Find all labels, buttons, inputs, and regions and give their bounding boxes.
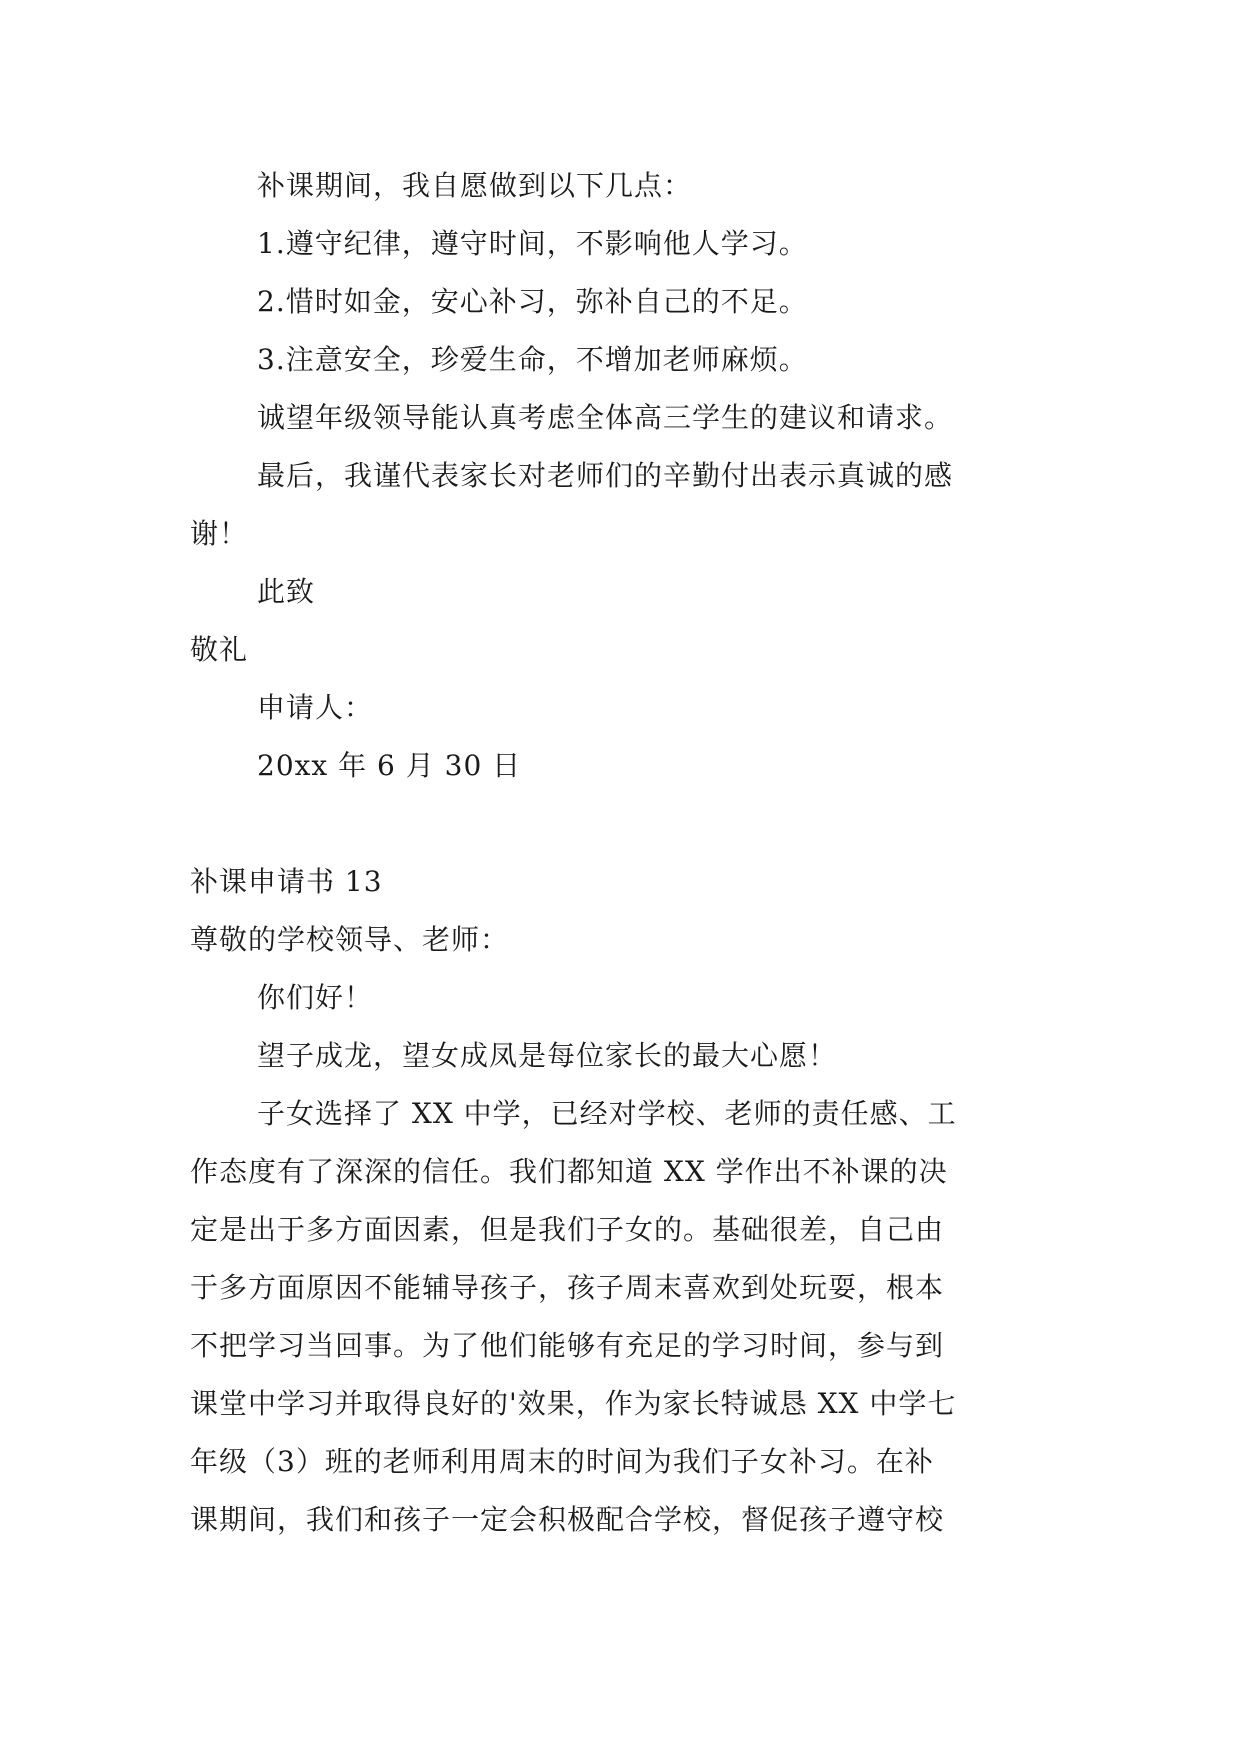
hope-text: 望子成龙，望女成凤是每位家长的最大心愿！ [257, 1039, 838, 1072]
point-2: 2.惜时如金，安心补习，弥补自己的不足。 [257, 285, 808, 318]
closing-jingli: 敬礼 [190, 633, 249, 666]
salutation: 尊敬的学校领导、老师： [190, 923, 510, 956]
thanks-line-1: 最后，我谨代表家长对老师们的辛勤付出表示真诚的感 [257, 459, 954, 492]
applicant-label: 申请人： [257, 691, 374, 724]
body-line: 年级（3）班的老师利用周末的时间为我们子女补习。在补 [190, 1445, 934, 1478]
body-line: 不把学习当回事。为了他们能够有充足的学习时间，参与到 [190, 1329, 945, 1362]
body-line: 于多方面原因不能辅导孩子，孩子周末喜欢到处玩耍，根本 [190, 1271, 945, 1304]
thanks-line-2: 谢！ [190, 517, 249, 550]
section-title: 补课申请书 13 [190, 865, 383, 898]
request-text: 诚望年级领导能认真考虑全体高三学生的建议和请求。 [257, 401, 954, 434]
body-line: 课期间，我们和孩子一定会积极配合学校，督促孩子遵守校 [190, 1503, 945, 1536]
body-line: 课堂中学习并取得良好的'效果，作为家长特诚恳 XX 中学七 [190, 1387, 957, 1420]
body-line: 子女选择了 XX 中学，已经对学校、老师的责任感、工 [257, 1097, 957, 1130]
greeting: 你们好！ [257, 981, 374, 1014]
point-3: 3.注意安全，珍爱生命，不增加老师麻烦。 [257, 343, 808, 376]
body-line: 作态度有了深深的信任。我们都知道 XX 学作出不补课的决 [190, 1155, 948, 1188]
closing-cizhi: 此致 [257, 575, 316, 608]
body-line: 定是出于多方面因素，但是我们子女的。基础很差，自己由 [190, 1213, 945, 1246]
supervision-intro: 补课期间，我自愿做到以下几点： [257, 169, 693, 202]
point-1: 1.遵守纪律，遵守时间，不影响他人学习。 [257, 227, 808, 260]
date-text: 20xx 年 6 月 30 日 [257, 749, 522, 782]
